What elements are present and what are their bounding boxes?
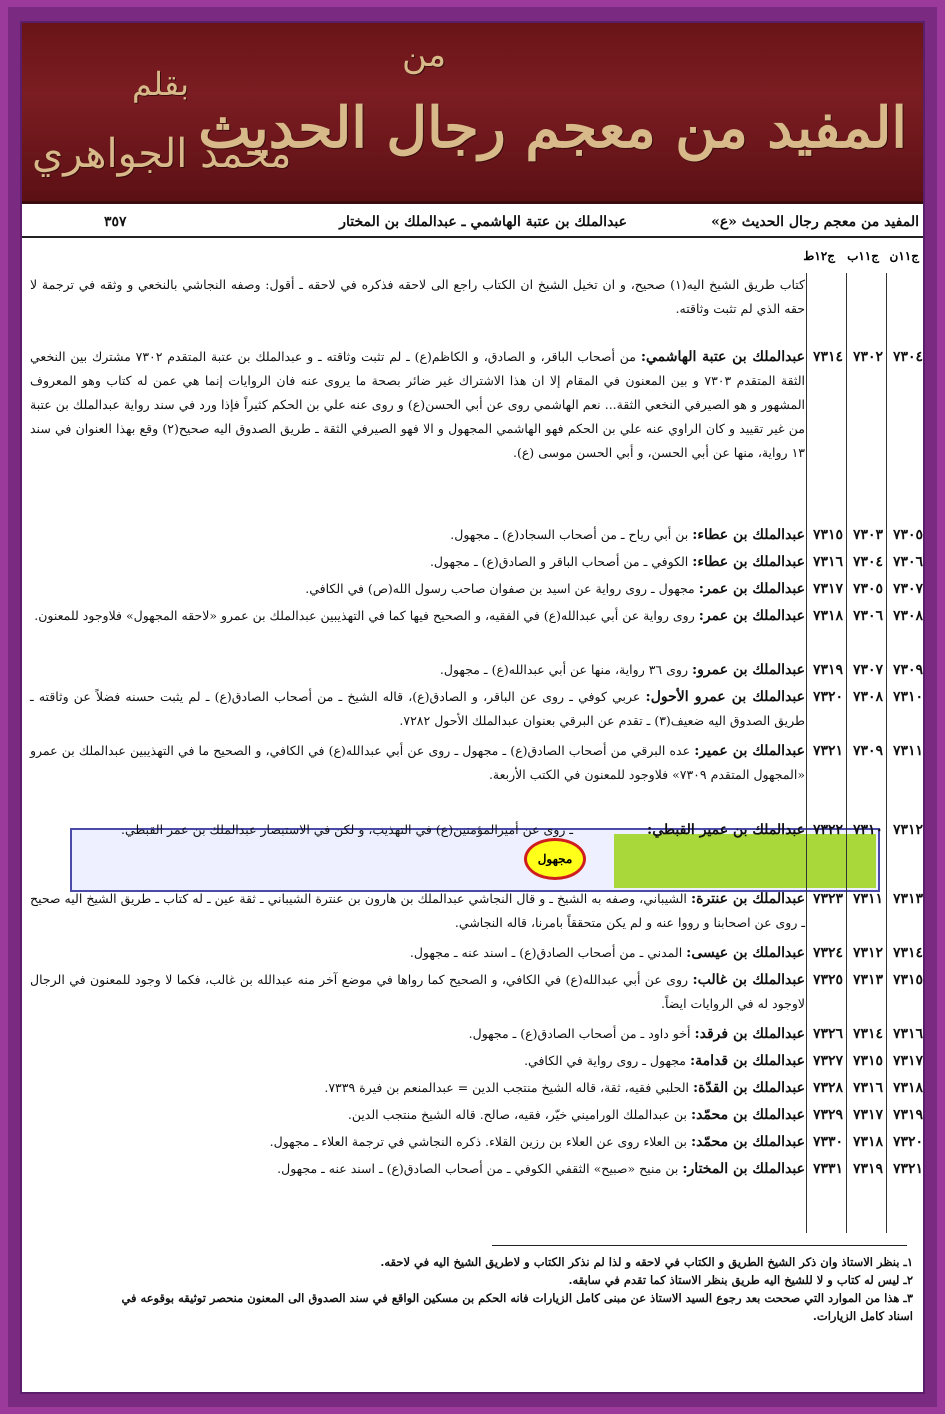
table-row [22,685,925,737]
entry-number-n3: ٧٣١٤ [812,349,844,365]
table-row [22,658,925,683]
entry-number-n2: ٧٣١١ [852,891,884,907]
table-row [22,739,925,791]
column-header-1: ج١١ن [889,249,919,263]
entry-numbers [812,1157,925,1182]
entry-description: روى ٣٦ رواية، منها عن أبي عبدالله(ع) ـ مجهول. [439,662,688,677]
entry-description: روى رواية عن أبي عبدالله(ع) في الفقيه، و الصحيح فيها كما في التهذيبين عبدالملك بن عمرو «لاحقه المجهول» فلاوجود للمعنون. [34,608,695,623]
title-banner [22,23,925,204]
entry-description: الشيباني، وصفه به الشيخ ـ و قال النجاشي عبدالملك بن هارون بن عنترة الشيباني ـ ثقة عين ـ له كتاب ـ طريق الشيخ اليه صحيح ـ روى عن اصحابنا و رووا عنه و لم يكن متحققاً بامرنا، قاله النجاشي. [30,891,805,930]
entry-number-n2: ٧٣٠٣ [852,527,884,543]
entry-number-n3: ٧٣٣٠ [812,1134,844,1150]
page-frame [8,7,937,1407]
entry-name: عبدالملك بن عمرو الأحول: [645,689,805,705]
entry-number-n2: ٧٣٠٩ [852,743,884,759]
table-row [22,941,925,966]
entry-numbers [812,739,925,791]
entry-numbers [812,685,925,737]
entry-text [30,941,805,965]
entry-text [30,685,805,733]
entry-number-n2: ٧٣١٥ [852,1053,884,1069]
page [20,21,925,1394]
entry-number-n2: ٧٣١٨ [852,1134,884,1150]
entry-number-n3: ٧٣٢١ [812,743,844,759]
entry-number-n2: ٧٣١٤ [852,1026,884,1042]
banner-author-label: بقلم [132,65,189,103]
entry-description: بن العلاء روى عن العلاء بن رزين القلاء. ذكره النجاشي في ترجمة العلاء ـ مجهول. [269,1134,687,1149]
entry-name: عبدالملك بن عمر: [698,581,805,597]
entry-text [30,273,805,321]
entry-number-n3: ٧٣٢٥ [812,972,844,988]
entry-name: عبدالملك بن عتبة الهاشمي: [640,349,806,365]
entry-number-n2: ٧٣١٩ [852,1161,884,1177]
entry-number-n1: ٧٣١٠ [892,689,924,705]
entry-number-n1: ٧٣٠٨ [892,608,924,624]
entry-number-n1: ٧٣١٩ [892,1107,924,1123]
entry-number-n3: ٧٣٢٢ [812,822,844,838]
table-row [22,1157,925,1182]
entry-description: بن منيح «صبيح» الثقفي الكوفي ـ من أصحاب الصادق(ع) ـ اسند عنه ـ مجهول. [277,1161,679,1176]
entry-text [30,577,805,601]
entry-number-n3: ٧٣١٧ [812,581,844,597]
table-row [22,523,925,548]
entry-name: عبدالملك بن عمير: [694,743,805,759]
table-row [22,1076,925,1101]
entry-description: مجهول ـ روى رواية في الكافي. [524,1053,686,1068]
entry-text [30,818,805,842]
entry-text [30,1049,805,1073]
table-row [22,818,925,858]
entry-number-n1: ٧٣٠٤ [892,349,924,365]
entry-number-n1: ٧٣٢١ [892,1161,924,1177]
entry-text [30,1130,805,1154]
entry-numbers [812,523,925,548]
table-row [22,577,925,602]
entry-name: عبدالملك بن عنترة: [690,891,805,907]
banner-title: المفيد من معجم رجال الحديث [198,95,907,161]
entry-number-n1: ٧٣٢٠ [892,1134,924,1150]
entry-name: عبدالملك بن غالب: [692,972,805,988]
footnote: ١ـ بنظر الاستاذ وان ذكر الشيخ الطريق و الكتاب في لاحقه و لذا لم نذكر الكتاب و لاطريق الشيخ اليه في لاحقه. [380,1255,913,1269]
entry-number-n1: ٧٣٠٩ [892,662,924,678]
entry-number-n2: ٧٣٠٧ [852,662,884,678]
entry-numbers [812,1076,925,1101]
entry-numbers [812,345,925,520]
entry-number-n2: ٧٣١٣ [852,972,884,988]
entry-name: عبدالملك بن فرقد: [694,1026,805,1042]
entry-name: عبدالملك بن عمرو: [691,662,805,678]
entry-numbers [812,1022,925,1047]
entry-numbers [812,968,925,1020]
table-row [22,968,925,1020]
entry-number-n1: ٧٣١٤ [892,945,924,961]
entry-number-n1: ٧٣١٦ [892,1026,924,1042]
entry-description: ـ روى عن أميرالمؤمنين(ع) في التهذيب، و لكن في الاستبصار عبدالملك بن عمر القبطي. [121,822,574,837]
entry-description: الكوفي ـ من أصحاب الباقر و الصادق(ع) ـ مجهول. [429,554,689,569]
entry-text [30,604,805,628]
footnotes [93,1253,913,1325]
entry-numbers [812,1130,925,1155]
entry-name: عبدالملك بن قدامة: [689,1053,805,1069]
entry-number-n2: ٧٣٠٦ [852,608,884,624]
entry-text [30,523,805,547]
entry-description: عربي كوفي ـ روى عن الباقر، و الصادق(ع)، قاله الشيخ ـ من أصحاب الصادق(ع) ـ لم يثبت حسنه فضلاً عن وثاقته ـ طريق الصدوق اليه ضعيف(٣) ـ تقدم عن البرقي بعنوان عبدالملك الأحول ٧٢٨٢. [30,689,805,728]
banner-author: محمد الجواهري [32,131,292,177]
entry-text [30,1022,805,1046]
entry-number-n1: ٧٣١٣ [892,891,924,907]
table-row [22,1130,925,1155]
entry-number-n1: ٧٣٠٧ [892,581,924,597]
entry-numbers [812,1049,925,1074]
entry-name: عبدالملك بن عيسى: [686,945,805,961]
entry-number-n3: ٧٣١٩ [812,662,844,678]
entry-number-n3: ٧٣٣١ [812,1161,844,1177]
column-headers [22,245,925,267]
entry-text [30,887,805,935]
entry-description: بن أبي رياح ـ من أصحاب السجاد(ع) ـ مجهول. [450,527,689,542]
page-number: ٣٥٧ [104,214,127,230]
entry-number-n3: ٧٣٢٦ [812,1026,844,1042]
entry-number-n3: ٧٣١٦ [812,554,844,570]
entry-name: عبدالملك بن المختار: [682,1161,805,1177]
entry-numbers [812,604,925,656]
entry-number-n3: ٧٣٢٩ [812,1107,844,1123]
entry-text [30,1157,805,1181]
entry-number-n1: ٧٣١١ [892,743,924,759]
entry-name: عبدالملك بن عمر: [698,608,805,624]
column-header-3: ج١٢ط [803,249,835,263]
entry-text [30,345,805,465]
table-row [22,273,925,343]
entry-numbers [812,818,925,858]
entry-number-n1: ٧٣١٥ [892,972,924,988]
entry-number-n2: ٧٣١٢ [852,945,884,961]
entry-number-n1: ٧٣١٧ [892,1053,924,1069]
entry-numbers [812,577,925,602]
entry-number-n2: ٧٣٠٨ [852,689,884,705]
entry-numbers [812,1103,925,1128]
table-row [22,604,925,656]
footnote: ٢ـ ليس له كتاب و لا للشيخ اليه طريق بنظر الاستاذ كما تقدم في سابقه. [568,1273,913,1287]
entry-numbers [812,550,925,575]
entry-number-n3: ٧٣٢٨ [812,1080,844,1096]
header-entry-range: عبدالملك بن عتبة الهاشمي ـ عبدالملك بن المختار [339,214,627,230]
entry-numbers [812,658,925,683]
table-row [22,1049,925,1074]
entry-text [30,550,805,574]
entry-number-n2: ٧٣٠٢ [852,349,884,365]
running-header [22,208,925,238]
footnote-divider [492,1245,907,1246]
entries-table [22,273,925,1233]
entry-number-n2: ٧٣١٧ [852,1107,884,1123]
entry-description: المدني ـ من أصحاب الصادق(ع) ـ اسند عنه ـ مجهول. [409,945,683,960]
entry-name: عبدالملك بن محمّد: [690,1134,805,1150]
entry-text [30,968,805,1016]
entry-number-n2: ٧٣١٦ [852,1080,884,1096]
entry-name: عبدالملك بن عطاء: [692,527,805,543]
entry-number-n1: ٧٣٠٦ [892,554,924,570]
entry-number-n2: ٧٣٠٤ [852,554,884,570]
header-book-title: المفيد من معجم رجال الحديث «ع» [711,214,919,230]
entry-number-n1: ٧٣١٨ [892,1080,924,1096]
entry-text [30,658,805,682]
entry-name: عبدالملك بن عمير القبطي: [647,822,805,838]
entry-description: من أصحاب الباقر، و الصادق، و الكاظم(ع) ـ لم تثبت وثاقته ـ و عبدالملك بن عتبة المتقدم ٧٣٠٢ مشترك بين النخعي الثقة المتقدم ٧٣٠٣ و بين المعنون في المقام إلا ان هذا الاشتراك غير ضائر بصحة ما يروى عنه فان الروايات إنما هي عمن له كتاب وهو المعروف المشهور و هو الصيرفي النخعي الثقة... نعم الهاشمي روى عن أبي الحسن(ع) و روى عنه علي بن الحكم كثيراً فإذا ورد في سند رواية عبدالملك بن عتبة من غير تقييد و كان الراوي عنه علي بن الحكم فهو الهاشمي المجهول و الا فهو الصيرفي الثقة ـ طريق الصدوق اليه صحيح(٢) وقع بهذا العنوان في سند ١٣ رواية، منها عن أبي الحسن، و أبي الحسن موسى (ع). [30,349,806,460]
entry-numbers [812,887,925,939]
entry-name: عبدالملك بن القدّة: [693,1080,805,1096]
entry-number-n3: ٧٣١٥ [812,527,844,543]
entry-number-n1: ٧٣١٢ [892,822,924,838]
table-row [22,345,925,520]
entry-number-n3: ٧٣٢٧ [812,1053,844,1069]
entry-number-n3: ٧٣٢٣ [812,891,844,907]
entry-number-n2: ٧٣٠٥ [852,581,884,597]
table-row [22,1022,925,1047]
entry-description: روى عن أبي عبدالله(ع) في الكافي، و الصحيح كما رواها في موضع آخر منه عبدالله بن غالب، فكما لا وجود للمعنون في الرجال لاوجود له في الروايات ايضاً. [30,972,805,1011]
entry-description: كتاب طريق الشيخ اليه(١) صحيح، و ان تخيل الشيخ ان الكتاب راجع الى لاحقه فذكره في لاحقه ـ أقول: وصفه النجاشي بالنخعي و وثقه في ترجمة لا حقه الذي لم تثبت وثاقته. [30,277,806,316]
footnote: ٣ـ هذا من الموارد التي صححت بعد رجوع السيد الاستاذ عن مبنى كامل الزيارات فانه الحكم بن مسكين الواقع في سند الصدوق الى المعنون منحصر توثيقه بوقوعه في اسناد كامل الزيارات. [121,1291,913,1323]
entry-description: مجهول ـ روى رواية عن اسيد بن صفوان صاحب رسول الله(ص) في الكافي. [305,581,695,596]
entry-numbers [812,273,925,343]
table-row [22,1103,925,1128]
entry-number-n3: ٧٣١٨ [812,608,844,624]
entry-name: عبدالملك بن عطاء: [692,554,805,570]
entry-description: بن عبدالملك الوراميني خيّر، فقيه، صالح. قاله الشيخ منتجب الدين. [347,1107,687,1122]
entry-numbers [812,941,925,966]
entry-description: عده البرقي من أصحاب الصادق(ع) ـ مجهول ـ روى عن أبي عبدالله(ع) في الكافي، و الصحيح ما في التهذيبين عبدالملك بن عمرو «المجهول المتقدم ٧٣٠٩» فلاوجود للمعنون في الكتب الأربعة. [30,743,805,782]
table-row [22,550,925,575]
entry-number-n2: ٧٣١٠ [852,822,884,838]
entry-description: أخو داود ـ من أصحاب الصادق(ع) ـ مجهول. [468,1026,691,1041]
entry-number-n3: ٧٣٢٤ [812,945,844,961]
entry-number-n3: ٧٣٢٠ [812,689,844,705]
entry-description: الحلبي فقيه، ثقة، قاله الشيخ منتجب الدين = عبدالمنعم بن فيرة ٧٣٣٩. [324,1080,690,1095]
entry-name: عبدالملك بن محمّد: [690,1107,805,1123]
table-row [22,887,925,939]
entry-text [30,1103,805,1127]
unknown-status-badge: مجهول [524,838,586,880]
banner-top: من [402,35,447,75]
column-header-2: ج١١ب [847,249,879,263]
entry-number-n1: ٧٣٠٥ [892,527,924,543]
entry-text [30,1076,805,1100]
entry-text [30,739,805,787]
